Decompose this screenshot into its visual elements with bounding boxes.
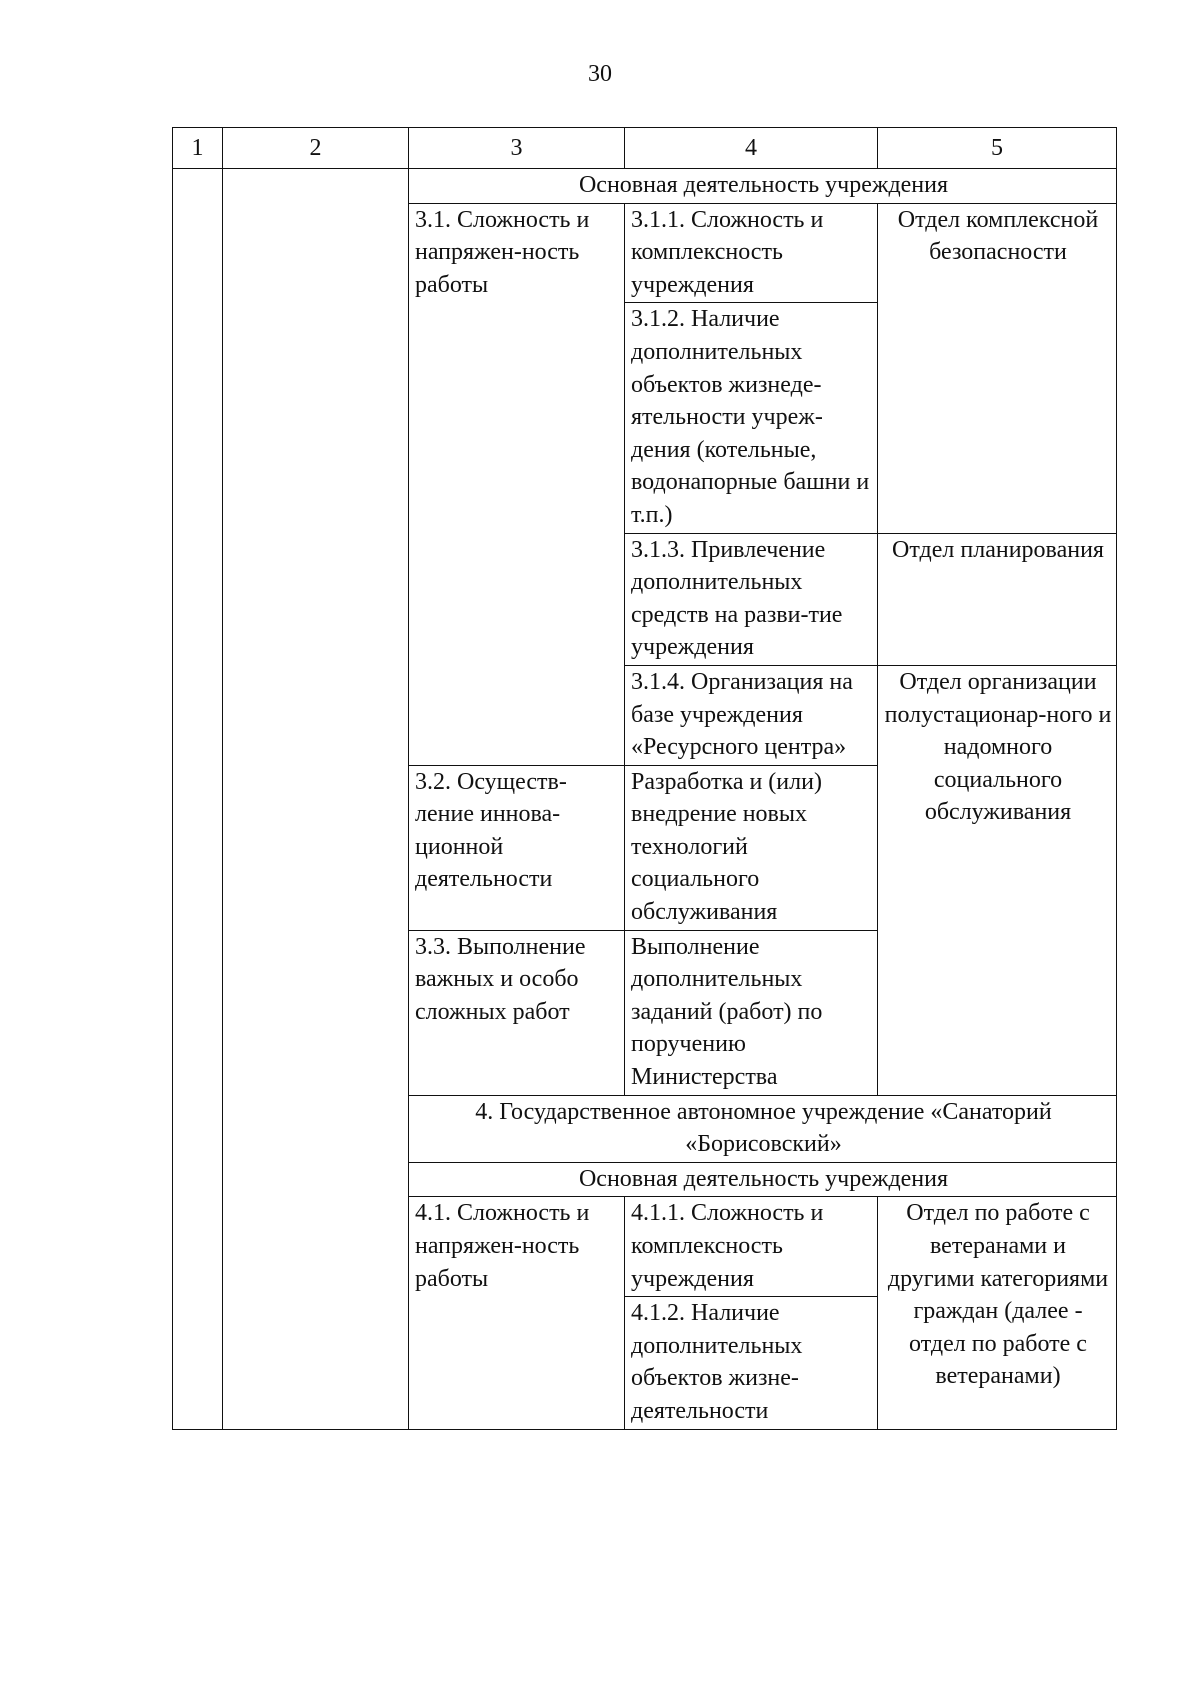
criterion-4-1: 4.1. Сложность и напряжен-ность работы: [409, 1197, 625, 1429]
table-header-row: [173, 128, 1117, 169]
indicator-3-1-4: 3.1.4. Организация на базе учреждения «Ресурсного центра»: [625, 665, 878, 765]
column-header-3: 3: [409, 128, 625, 169]
indicator-3-1-1: 3.1.1. Сложность и комплексность учреждения: [625, 203, 878, 303]
dept-security: Отдел комплексной безопасности: [878, 203, 1117, 533]
empty-cell-col2: [223, 169, 409, 1430]
column-header-2: 2: [223, 128, 409, 169]
dept-planning: Отдел планирования: [878, 533, 1117, 665]
column-header-1: 1: [173, 128, 223, 169]
section-heading-main-activity-2: Основная деятельность учреждения: [409, 1162, 1117, 1197]
indicator-3-1-2: 3.1.2. Наличие дополнительных объектов жизнеде-ятельности учреж-дения (котельные, водонапорные башни и т.п.): [625, 303, 878, 533]
dept-veterans: Отдел по работе с ветеранами и другими категориями граждан (далее - отдел по работе с ветеранами): [878, 1197, 1117, 1429]
empty-cell-col1: [173, 169, 223, 1430]
indicator-4-1-1: 4.1.1. Сложность и комплексность учреждения: [625, 1197, 878, 1297]
indicator-3-3: Выполнение дополнительных заданий (работ) по поручению Министерства: [625, 930, 878, 1095]
criteria-table: [172, 127, 1117, 1430]
table-row: [173, 169, 1117, 204]
criterion-3-1: 3.1. Сложность и напряжен-ность работы: [409, 203, 625, 765]
indicator-4-1-2: 4.1.2. Наличие дополнительных объектов жизне-деятельности: [625, 1297, 878, 1429]
indicator-3-2: Разработка и (или) внедрение новых технологий социального обслуживания: [625, 765, 878, 930]
criterion-3-2: 3.2. Осуществ-ление иннова-ционной деятельности: [409, 765, 625, 930]
section-heading-main-activity: Основная деятельность учреждения: [409, 169, 1117, 204]
institution-heading-4: 4. Государственное автономное учреждение «Санаторий «Борисовский»: [409, 1095, 1117, 1162]
column-header-4: 4: [625, 128, 878, 169]
dept-semistationary: Отдел организации полустационар-ного и надомного социального обслуживания: [878, 665, 1117, 1095]
indicator-3-1-3: 3.1.3. Привлечение дополнительных средств на разви-тие учреждения: [625, 533, 878, 665]
criterion-3-3: 3.3. Выполнение важных и особо сложных работ: [409, 930, 625, 1095]
page-number: 30: [588, 61, 612, 87]
column-header-5: 5: [878, 128, 1117, 169]
